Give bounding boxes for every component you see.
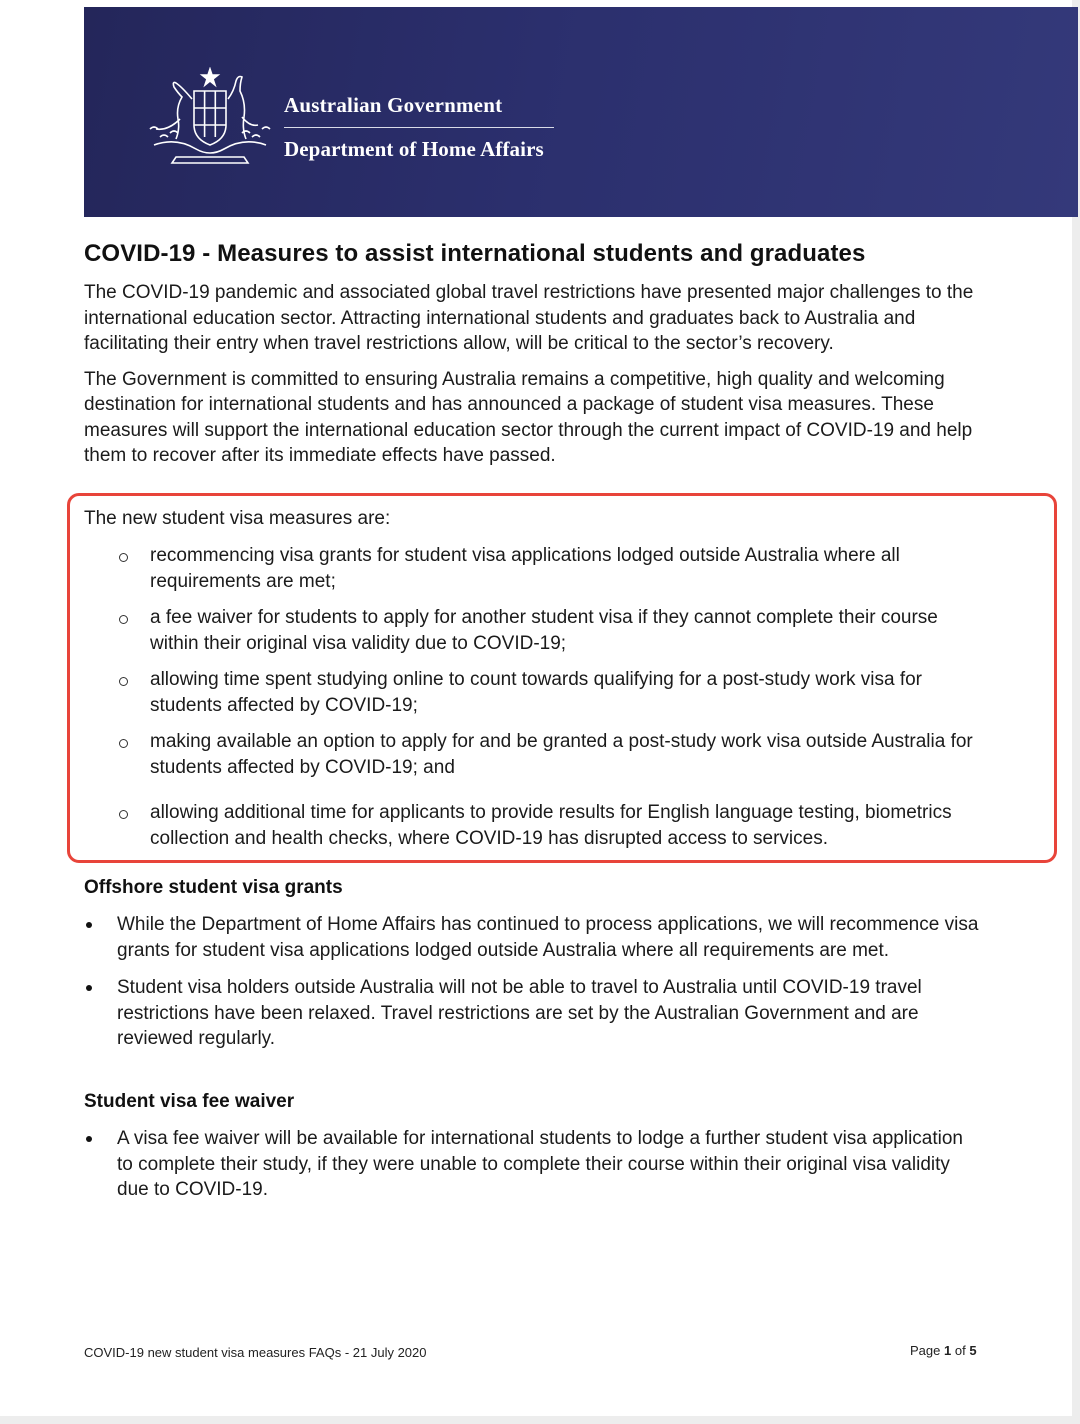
measures-intro: The new student visa measures are:	[84, 508, 391, 529]
intro-paragraph: The COVID-19 pandemic and associated global travel restrictions have presented major challenges to the international education sector. Attracting international students and graduates back to Australia and facilitating their entry when travel restrictions allow, will be critical to the sector’s recovery.	[84, 282, 974, 354]
list-item: a fee waiver for students to apply for another student visa if they cannot complete their course within their original visa validity due to COVID-19;	[150, 605, 980, 656]
header-banner	[84, 7, 1078, 217]
section-fee-waiver	[84, 1089, 984, 1203]
page-current: 1	[944, 1343, 952, 1358]
intro-content	[84, 240, 984, 479]
measures-list	[150, 543, 980, 851]
list-item: allowing time spent studying online to count towards qualifying for a post-study work visa for students affected by COVID-19;	[150, 667, 980, 718]
list-item: allowing additional time for applicants to provide results for English language testing, biometrics collection and health checks, where COVID-19 has disrupted access to services.	[150, 800, 980, 851]
org-name-line2: Department of Home Affairs	[284, 137, 544, 161]
section-offshore-grants	[84, 875, 984, 1052]
page-word: Page	[910, 1343, 941, 1358]
bullet-list	[117, 912, 984, 1052]
page-title: COVID-19 - Measures to assist international students and graduates	[84, 240, 866, 267]
org-name-line1: Australian Government	[284, 93, 554, 128]
list-item: A visa fee waiver will be available for international students to lodge a further student visa application to complete their study, if they were unable to complete their course within their original visa validity due to COVID-19.	[117, 1126, 984, 1203]
bullet-list	[117, 1126, 984, 1203]
org-name-block	[284, 93, 554, 162]
page-of: of	[954, 1343, 966, 1358]
list-item: making available an option to apply for and be granted a post-study work visa outside Australia for students affected by COVID-19; and	[150, 729, 980, 780]
list-item: While the Department of Home Affairs has continued to process applications, we will recommence visa grants for student visa applications lodged outside Australia where all requirements are met.	[117, 912, 984, 963]
footer-page-number	[910, 1343, 977, 1358]
list-item: Student visa holders outside Australia will not be able to travel to Australia until COVID-19 travel restrictions have been relaxed. Travel restrictions are set by the Australian Government and are reviewed regularly.	[117, 975, 984, 1052]
section-heading: Student visa fee waiver	[84, 1091, 295, 1112]
coat-of-arms-icon	[146, 67, 274, 171]
footer-doc-title: COVID-19 new student visa measures FAQs - 21 July 2020	[84, 1345, 427, 1360]
intro-paragraph: The Government is committed to ensuring Australia remains a competitive, high quality and welcoming destination for international students and has announced a package of student visa measures. These measures will support the international education sector through the current impact of COVID-19 and help them to recover after its immediate effects have passed.	[84, 368, 973, 466]
list-item: recommencing visa grants for student visa applications lodged outside Australia where all requirements are met;	[150, 543, 980, 594]
page-total: 5	[969, 1343, 977, 1358]
section-heading: Offshore student visa grants	[84, 877, 343, 898]
